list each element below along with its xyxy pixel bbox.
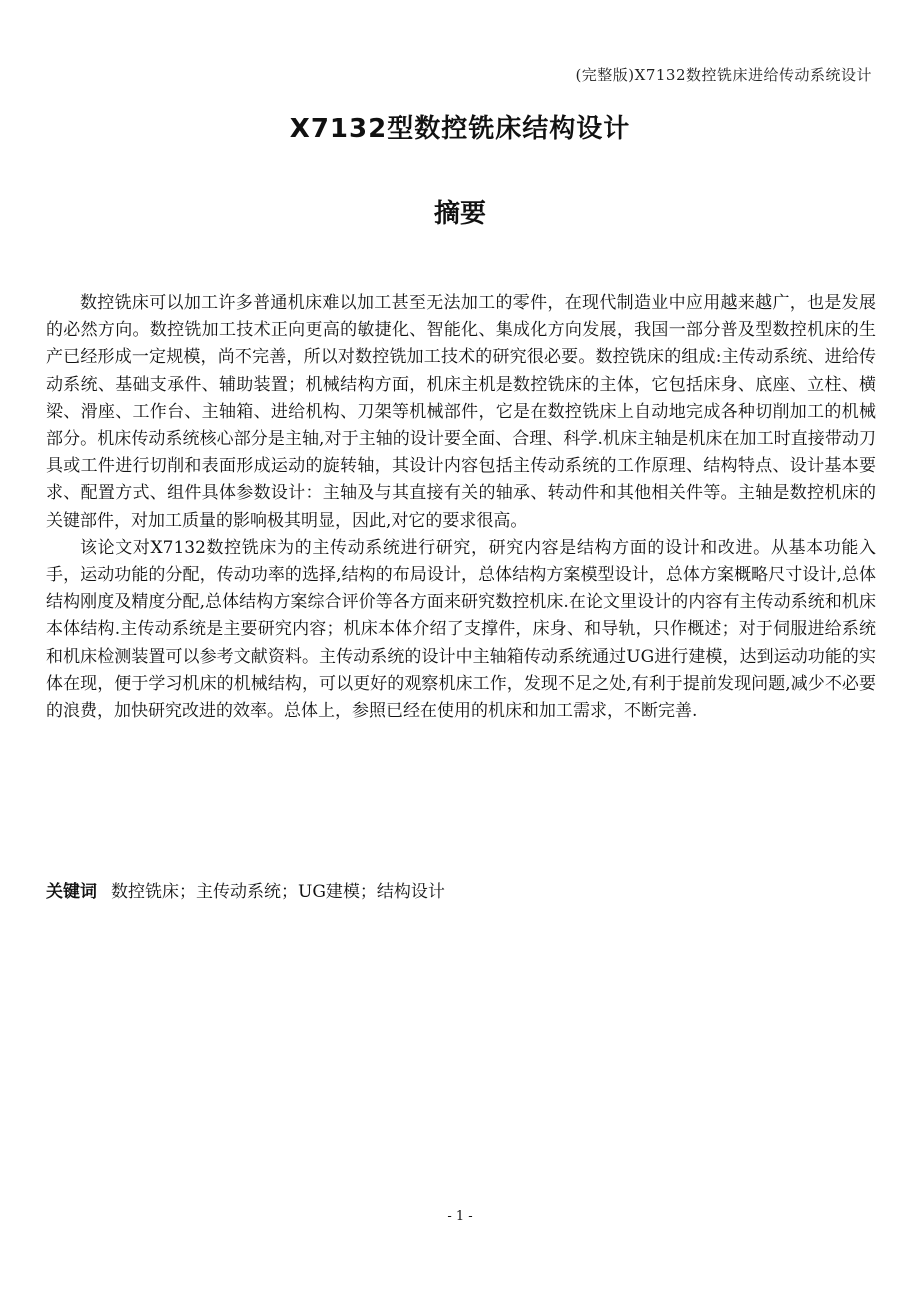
abstract-body [46, 290, 876, 725]
keywords-line [46, 877, 876, 902]
document-title: X7132型数控铣床结构设计 [289, 114, 631, 144]
page-number: - 1 - [447, 1209, 473, 1224]
keywords-label: 关键词 [46, 882, 97, 902]
keywords-value: 数控铣床；主传动系统；UG建模；结构设计 [111, 882, 445, 902]
abstract-paragraph: 数控铣床可以加工许多普通机床难以加工甚至无法加工的零件，在现代制造业中应用越来越广，也是发展的必然方向。数控铣加工技术正向更高的敏捷化、智能化、集成化方向发展，我国一部分普及型数控机床的生产已经形成一定规模，尚不完善，所以对数控铣加工技术的研究很必要。数控铣床的组成:主传动系统、进给传动系统、基础支承件、辅助装置；机械结构方面，机床主机是数控铣床的主体，它包括床身、底座、立柱、横梁、滑座、工作台、主轴箱、进给机构、刀架等机械部件，它是在数控铣床上自动地完成各种切削加工的机械部分。机床传动系统核心部分是主轴,对于主轴的设计要全面、合理、科学.机床主轴是机床在加工时直接带动刀具或工件进行切削和表面形成运动的旋转轴，其设计内容包括主传动系统的工作原理、结构特点、设计基本要求、配置方式、组件具体参数设计：主轴及与其直接有关的轴承、转动件和其他相关件等。主轴是数控机床的关键部件，对加工质量的影响极其明显，因此,对它的要求很高。 [46, 293, 876, 531]
abstract-paragraph: 该论文对X7132数控铣床为的主传动系统进行研究，研究内容是结构方面的设计和改进。从基本功能入手，运动功能的分配，传动功率的选择,结构的布局设计，总体结构方案模型设计，总体方案概略尺寸设计,总体结构刚度及精度分配,总体结构方案综合评价等各方面来研究数控机床.在论文里设计的内容有主传动系统和机床本体结构.主传动系统是主要研究内容；机床本体介绍了支撑件，床身、和导轨，只作概述；对于伺服进给系统和机床检测装置可以参考文献资料。主传动系统的设计中主轴箱传动系统通过UG进行建模，达到运动功能的实体在现，便于学习机床的机械结构，可以更好的观察机床工作，发现不足之处,有利于提前发现问题,减少不必要的浪费，加快研究改进的效率。总体上，参照已经在使用的机床和加工需求，不断完善. [46, 537, 876, 722]
running-header: (完整版)X7132数控铣床进给传动系统设计 [575, 66, 872, 84]
abstract-heading: 摘要 [433, 199, 486, 229]
